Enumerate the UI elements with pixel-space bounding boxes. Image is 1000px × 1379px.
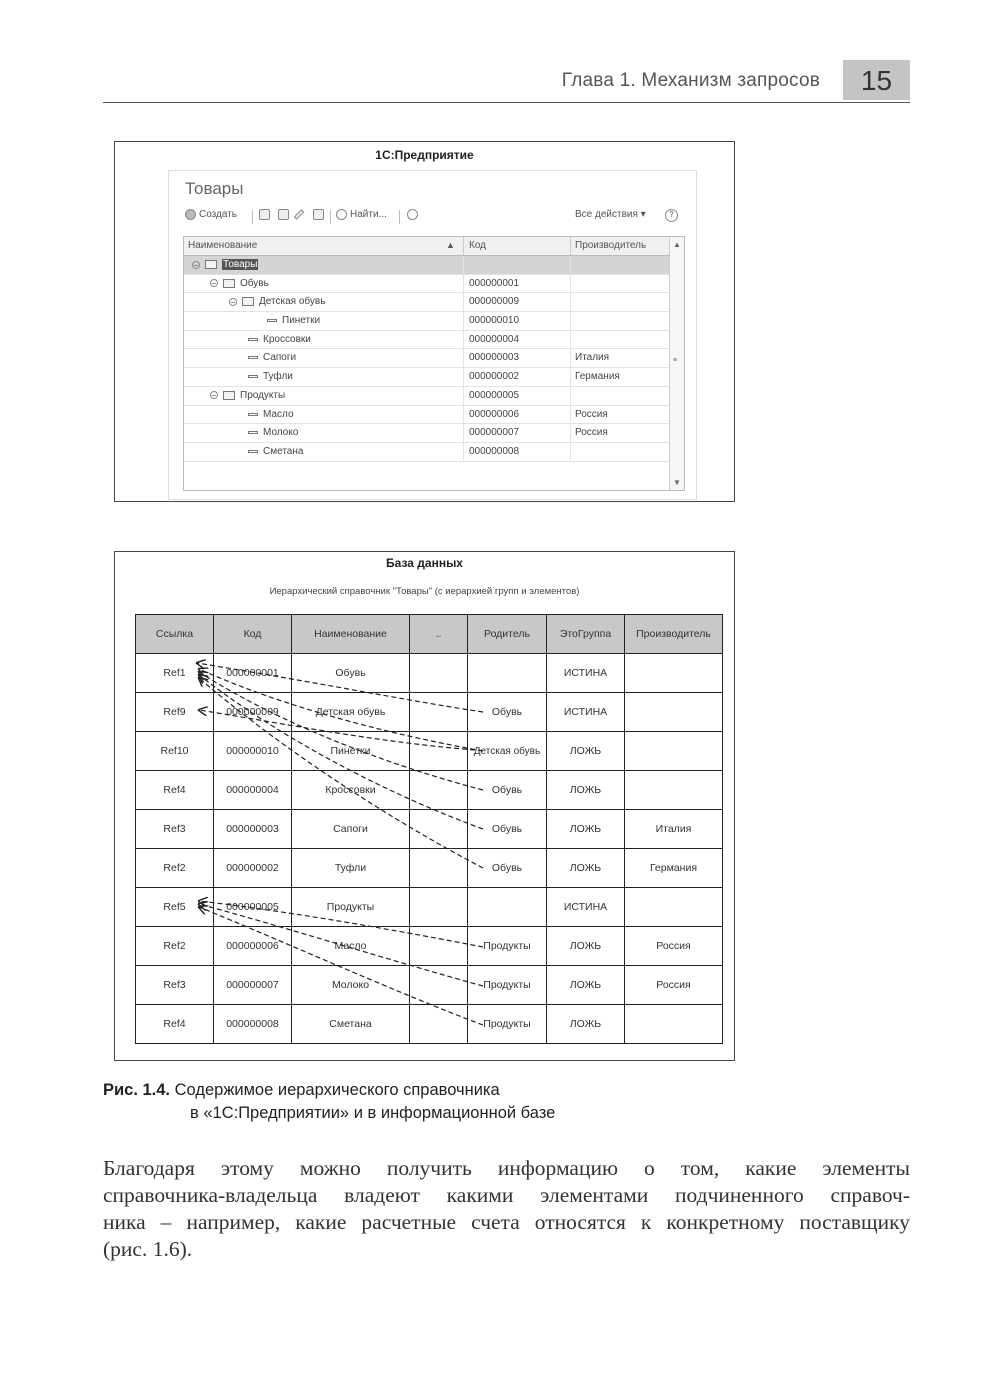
cell-parent: Продукты: [468, 927, 547, 966]
table-row: [136, 771, 723, 810]
cancel-search-button[interactable]: [407, 209, 418, 220]
element-icon: [248, 413, 258, 416]
cell-parent: Продукты: [468, 966, 547, 1005]
paragraph-line: ника – например, какие расчетные счета относятся к конкретному поставщику: [103, 1210, 910, 1234]
paragraph-line: Благодаря этому можно получить информацию о том, какие элементы: [103, 1156, 910, 1180]
cell-parent: Обувь: [468, 810, 547, 849]
collapse-icon[interactable]: −: [211, 391, 217, 401]
list-row[interactable]: − Обувь 000000001: [184, 275, 669, 294]
cell-more: [410, 1005, 468, 1044]
column-manufacturer-header[interactable]: Производитель: [575, 240, 647, 251]
cell-code: 000000003: [214, 810, 292, 849]
pencil-icon: [294, 209, 305, 220]
edit-button[interactable]: [297, 209, 301, 220]
cell-isgroup: ЛОЖЬ: [547, 732, 625, 771]
scroll-down-icon[interactable]: ▼: [673, 478, 681, 487]
paragraph-line: (рис. 1.6).: [103, 1237, 193, 1261]
cell-more: [410, 732, 468, 771]
col-ref-header: Ссылка: [136, 615, 214, 654]
cell-isgroup: ИСТИНА: [547, 654, 625, 693]
cell-code: 000000001: [214, 654, 292, 693]
table-row: [136, 810, 723, 849]
cell-ref: Ref3: [136, 966, 214, 1005]
help-icon: ?: [665, 209, 678, 222]
col-isgroup-header: ЭтоГруппа: [547, 615, 625, 654]
folder-icon: [223, 279, 235, 288]
cell-manufacturer: Италия: [625, 810, 723, 849]
list-row[interactable]: − Детская обувь 000000009: [184, 293, 669, 312]
cell-code: 000000004: [214, 771, 292, 810]
cell-ref: Ref9: [136, 693, 214, 732]
table-row: [136, 888, 723, 927]
cell-isgroup: ИСТИНА: [547, 888, 625, 927]
table-row: [136, 732, 723, 771]
list-rows: [184, 256, 669, 462]
cell-name: Сметана: [292, 1005, 410, 1044]
figure-caption: [103, 1081, 500, 1100]
col-name-header: Наименование: [292, 615, 410, 654]
collapse-icon[interactable]: −: [230, 297, 236, 307]
list-row[interactable]: Сметана 000000008: [184, 443, 669, 462]
cell-manufacturer: [625, 732, 723, 771]
cell-manufacturer: Германия: [625, 849, 723, 888]
cell-parent: Продукты: [468, 1005, 547, 1044]
app-window-figure: [114, 141, 735, 502]
element-icon: [248, 450, 258, 453]
table-header-row: [136, 615, 723, 654]
cell-code: 000000008: [214, 1005, 292, 1044]
list-row[interactable]: Пинетки 000000010: [184, 312, 669, 331]
cell-more: [410, 849, 468, 888]
find-label: Найти...: [350, 209, 387, 220]
create-label: Создать: [199, 209, 238, 220]
figure-caption-line1: Содержимое иерархического справочника: [174, 1081, 500, 1099]
list-row[interactable]: Сапоги 000000003 Италия: [184, 349, 669, 368]
cell-more: [410, 810, 468, 849]
list-row[interactable]: Кроссовки 000000004: [184, 331, 669, 350]
folder-icon: [242, 297, 254, 306]
delete-icon: [313, 209, 324, 220]
cell-ref: Ref2: [136, 927, 214, 966]
toolbar: [185, 207, 685, 227]
cell-isgroup: ЛОЖЬ: [547, 966, 625, 1005]
cell-name: Масло: [292, 927, 410, 966]
column-name-header[interactable]: Наименование: [188, 240, 258, 251]
cell-name: Молоко: [292, 966, 410, 1005]
copy-button[interactable]: [278, 209, 289, 220]
cell-manufacturer: [625, 771, 723, 810]
cell-isgroup: ЛОЖЬ: [547, 849, 625, 888]
cell-code: 000000006: [214, 927, 292, 966]
cell-parent: [468, 888, 547, 927]
collapse-icon[interactable]: −: [211, 279, 217, 289]
cell-more: [410, 966, 468, 1005]
cell-manufacturer: [625, 693, 723, 732]
catalog-list: [183, 236, 685, 491]
cell-parent: Обувь: [468, 693, 547, 732]
list-row[interactable]: Масло 000000006 Россия: [184, 406, 669, 425]
list-row[interactable]: − Товары: [184, 256, 669, 275]
database-figure: [114, 551, 735, 1061]
cell-manufacturer: Россия: [625, 927, 723, 966]
all-actions-label: Все действия ▾: [575, 209, 646, 220]
cell-isgroup: ИСТИНА: [547, 693, 625, 732]
search-icon: [336, 209, 347, 220]
table-row: [136, 654, 723, 693]
sort-icon: ▲: [446, 240, 455, 250]
col-more-header: ..: [410, 615, 468, 654]
cell-parent: [468, 654, 547, 693]
cell-more: [410, 654, 468, 693]
create-button[interactable]: [185, 209, 237, 220]
cell-name: Обувь: [292, 654, 410, 693]
cell-more: [410, 693, 468, 732]
cell-manufacturer: [625, 888, 723, 927]
cell-name: Продукты: [292, 888, 410, 927]
table-row: [136, 1005, 723, 1044]
scroll-up-icon[interactable]: ▲: [673, 240, 681, 249]
cell-name: Кроссовки: [292, 771, 410, 810]
cell-name: Сапоги: [292, 810, 410, 849]
scroll-thumb-icon[interactable]: ≡: [673, 357, 678, 364]
running-header: [103, 62, 910, 103]
cancel-search-icon: [407, 209, 418, 220]
col-manufacturer-header: Производитель: [625, 615, 723, 654]
cell-ref: Ref4: [136, 771, 214, 810]
cell-ref: Ref2: [136, 849, 214, 888]
cell-ref: Ref3: [136, 810, 214, 849]
collapse-icon[interactable]: −: [193, 260, 199, 270]
all-actions-button[interactable]: [575, 209, 646, 220]
table-row: [136, 693, 723, 732]
running-title: Глава 1. Механизм запросов: [561, 70, 820, 91]
cell-manufacturer: Россия: [625, 966, 723, 1005]
add-folder-button[interactable]: [259, 209, 270, 220]
catalog-form: [168, 170, 697, 500]
table-row: [136, 966, 723, 1005]
body-paragraph: [103, 1155, 910, 1263]
cell-parent: Обувь: [468, 849, 547, 888]
element-icon: [248, 356, 258, 359]
database-table: [135, 614, 723, 1044]
cell-code: 000000002: [214, 849, 292, 888]
window-title: 1С:Предприятие: [375, 148, 474, 162]
cell-name: Туфли: [292, 849, 410, 888]
column-code-header[interactable]: Код: [469, 240, 487, 251]
cell-code: 000000009: [214, 693, 292, 732]
cell-ref: Ref5: [136, 888, 214, 927]
cell-more: [410, 888, 468, 927]
folder-icon: [205, 260, 217, 269]
cell-code: 000000005: [214, 888, 292, 927]
add-folder-icon: [259, 209, 270, 220]
list-row[interactable]: Молоко 000000007 Россия: [184, 424, 669, 443]
find-button[interactable]: [336, 209, 387, 220]
figure-caption-line2: в «1С:Предприятии» и в информационной базе: [190, 1104, 556, 1122]
list-header: [184, 237, 669, 256]
folder-icon: [223, 391, 235, 400]
cell-ref: Ref4: [136, 1005, 214, 1044]
help-button[interactable]: [665, 209, 678, 222]
table-row: [136, 927, 723, 966]
cell-isgroup: ЛОЖЬ: [547, 810, 625, 849]
database-title: База данных: [386, 556, 463, 570]
copy-icon: [278, 209, 289, 220]
cell-manufacturer: [625, 654, 723, 693]
list-row[interactable]: − Продукты 000000005: [184, 387, 669, 406]
element-icon: [248, 431, 258, 434]
form-title: Товары: [185, 179, 244, 198]
cell-isgroup: ЛОЖЬ: [547, 1005, 625, 1044]
page-number: 15: [843, 60, 910, 100]
cell-parent: Детская обувь: [468, 732, 547, 771]
list-row[interactable]: Туфли 000000002 Германия: [184, 368, 669, 387]
cell-manufacturer: [625, 1005, 723, 1044]
figure-label: Рис. 1.4.: [103, 1081, 171, 1099]
paragraph-line: справочника-владельца владеют какими элементами подчиненного справоч-: [103, 1183, 910, 1207]
delete-button[interactable]: [313, 209, 324, 220]
element-icon: [267, 319, 277, 322]
cell-isgroup: ЛОЖЬ: [547, 771, 625, 810]
cell-code: 000000010: [214, 732, 292, 771]
cell-isgroup: ЛОЖЬ: [547, 927, 625, 966]
table-row: [136, 849, 723, 888]
col-code-header: Код: [214, 615, 292, 654]
database-subtitle: Иерархический справочник "Товары" (с иерархией групп и элементов): [269, 586, 580, 597]
cell-more: [410, 927, 468, 966]
plus-icon: [185, 209, 196, 220]
element-icon: [248, 338, 258, 341]
cell-ref: Ref10: [136, 732, 214, 771]
cell-parent: Обувь: [468, 771, 547, 810]
cell-code: 000000007: [214, 966, 292, 1005]
cell-ref: Ref1: [136, 654, 214, 693]
cell-name: Пинетки: [292, 732, 410, 771]
scrollbar[interactable]: [669, 237, 684, 490]
element-icon: [248, 375, 258, 378]
cell-name: Детская обувь: [292, 693, 410, 732]
cell-more: [410, 771, 468, 810]
col-parent-header: Родитель: [468, 615, 547, 654]
